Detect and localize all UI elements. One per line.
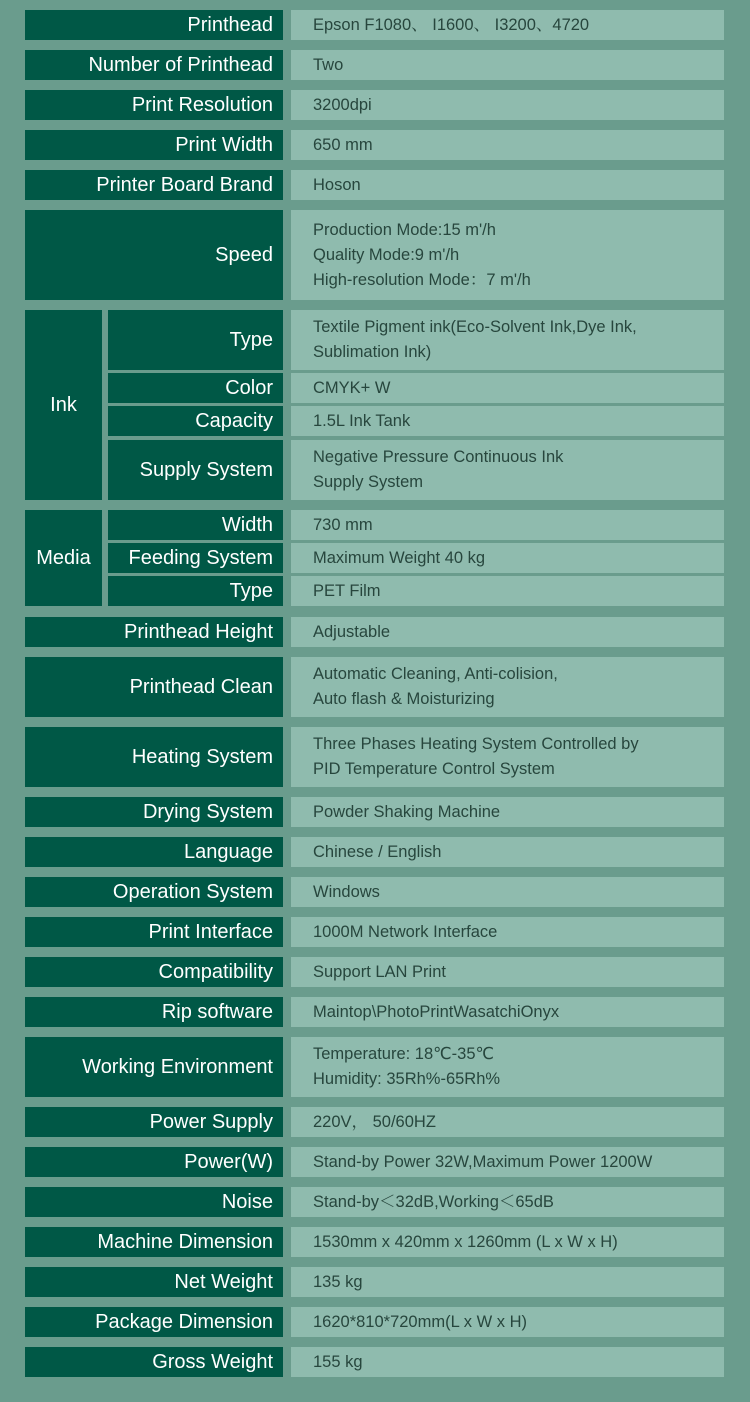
value-ink-supply-system: [291, 440, 724, 500]
value-working-environment: [291, 1037, 724, 1097]
value-printer-board-brand: Hoson: [291, 170, 724, 200]
label-machine-dimension: Machine Dimension: [25, 1227, 283, 1257]
speed-line: High-resolution Mode：7 m'/h: [313, 270, 531, 289]
label-power-supply: Power Supply: [25, 1107, 283, 1137]
label-media-feeding-system: Feeding System: [108, 543, 283, 573]
label-net-weight: Net Weight: [25, 1267, 283, 1297]
label-ink-capacity: Capacity: [108, 406, 283, 436]
value-ink-capacity: 1.5L Ink Tank: [291, 406, 724, 436]
label-rip-software: Rip software: [25, 997, 283, 1027]
value-print-width: 650 mm: [291, 130, 724, 160]
value-power-supply: 220V， 50/60HZ: [291, 1107, 724, 1137]
label-compatibility: Compatibility: [25, 957, 283, 987]
value-media-feeding-system: Maximum Weight 40 kg: [291, 543, 724, 573]
label-printhead: Printhead: [25, 10, 283, 40]
value-print-interface: 1000M Network Interface: [291, 917, 724, 947]
label-media-width: Width: [108, 510, 283, 540]
label-heating-system: Heating System: [25, 727, 283, 787]
label-number-of-printhead: Number of Printhead: [25, 50, 283, 80]
label-media-group: Media: [25, 510, 102, 606]
value-printhead-height: Adjustable: [291, 617, 724, 647]
heating-line: Three Phases Heating System Controlled by: [313, 735, 639, 753]
value-gross-weight: 155 kg: [291, 1347, 724, 1377]
label-language: Language: [25, 837, 283, 867]
label-ink-group: Ink: [25, 310, 102, 500]
value-package-dimension: 1620*810*720mm(L x W x H): [291, 1307, 724, 1337]
value-language: Chinese / English: [291, 837, 724, 867]
heating-line: PID Temperature Control System: [313, 760, 555, 778]
label-ink-color: Color: [108, 373, 283, 403]
label-ink-supply-system: Supply System: [108, 440, 283, 500]
value-print-resolution: 3200dpi: [291, 90, 724, 120]
label-print-interface: Print Interface: [25, 917, 283, 947]
value-net-weight: 135 kg: [291, 1267, 724, 1297]
value-ink-color: CMYK+ W: [291, 373, 724, 403]
value-rip-software: Maintop\PhotoPrintWasatchiOnyx: [291, 997, 724, 1027]
label-package-dimension: Package Dimension: [25, 1307, 283, 1337]
value-number-of-printhead: Two: [291, 50, 724, 80]
ink-type-line: Sublimation Ink): [313, 343, 432, 361]
speed-line: Quality Mode:9 m'/h: [313, 245, 460, 264]
value-noise: Stand-by＜32dB,Working＜65dB: [291, 1187, 724, 1217]
printhead-clean-line: Auto flash & Moisturizing: [313, 690, 495, 708]
value-speed: [291, 210, 724, 300]
label-power: Power(W): [25, 1147, 283, 1177]
label-print-resolution: Print Resolution: [25, 90, 283, 120]
value-media-type: PET Film: [291, 576, 724, 606]
environment-line: Humidity: 35Rh%-65Rh%: [313, 1070, 501, 1088]
label-gross-weight: Gross Weight: [25, 1347, 283, 1377]
label-speed: Speed: [25, 210, 283, 300]
label-noise: Noise: [25, 1187, 283, 1217]
label-printhead-height: Printhead Height: [25, 617, 283, 647]
value-machine-dimension: 1530mm x 420mm x 1260mm (L x W x H): [291, 1227, 724, 1257]
ink-type-line: Textile Pigment ink(Eco-Solvent Ink,Dye Ink,: [313, 318, 637, 336]
ink-supply-line: Supply System: [313, 473, 424, 491]
label-printhead-clean: Printhead Clean: [25, 657, 283, 717]
value-operation-system: Windows: [291, 877, 724, 907]
label-media-type: Type: [108, 576, 283, 606]
label-print-width: Print Width: [25, 130, 283, 160]
speed-line: Production Mode:15 m'/h: [313, 220, 496, 239]
value-compatibility: Support LAN Print: [291, 957, 724, 987]
value-printhead: Epson F1080、 I1600、 I3200、4720: [291, 10, 724, 40]
label-ink-type: Type: [108, 310, 283, 370]
ink-supply-line: Negative Pressure Continuous Ink: [313, 448, 564, 466]
value-power: Stand-by Power 32W,Maximum Power 1200W: [291, 1147, 724, 1177]
value-heating-system: [291, 727, 724, 787]
label-working-environment: Working Environment: [25, 1037, 283, 1097]
label-drying-system: Drying System: [25, 797, 283, 827]
environment-line: Temperature: 18℃-35℃: [313, 1045, 495, 1063]
value-ink-type: [291, 310, 724, 370]
label-printer-board-brand: Printer Board Brand: [25, 170, 283, 200]
value-media-width: 730 mm: [291, 510, 724, 540]
label-operation-system: Operation System: [25, 877, 283, 907]
printhead-clean-line: Automatic Cleaning, Anti-colision,: [313, 665, 558, 683]
value-drying-system: Powder Shaking Machine: [291, 797, 724, 827]
value-printhead-clean: [291, 657, 724, 717]
